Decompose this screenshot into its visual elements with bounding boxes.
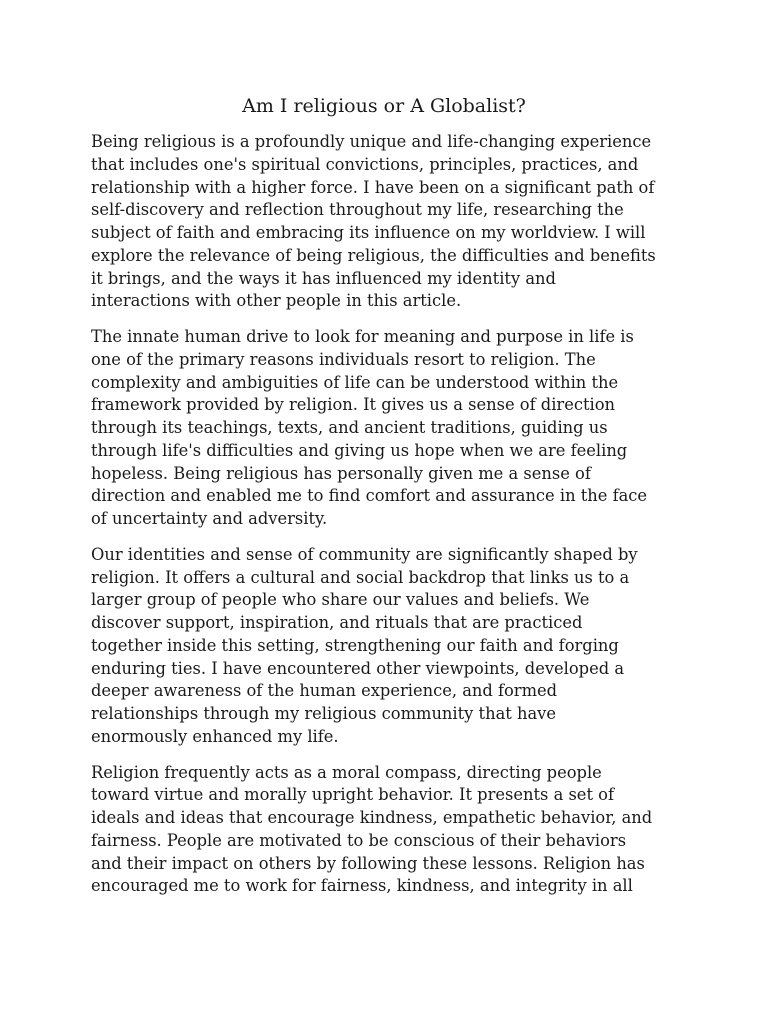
text-line: relationship with a higher force. I have been on a significant path of xyxy=(91,177,655,197)
text-line: The innate human drive to look for meaning and purpose in life is xyxy=(91,327,634,346)
text-line: through its teachings, texts, and ancient traditions, guiding us xyxy=(91,418,608,437)
paragraph-1 xyxy=(91,131,681,313)
text-line: discover support, inspiration, and rituals that are practiced xyxy=(91,613,583,632)
paragraph-4 xyxy=(91,762,681,899)
text-line: framework provided by religion. It gives us a sense of direction xyxy=(91,395,616,415)
text-line: of uncertainty and adversity. xyxy=(91,509,328,528)
text-line: it brings, and the ways it has influenced my identity and xyxy=(91,268,556,288)
text-line: relationships through my religious community that have xyxy=(91,704,557,723)
text-line: hopeless. Being religious has personally given me a sense of xyxy=(91,463,591,483)
text-line: larger group of people who share our values and beliefs. We xyxy=(91,590,590,610)
text-line: toward virtue and morally upright behavior. It presents a set of xyxy=(91,785,614,805)
text-line: that includes one's spiritual convictions, principles, practices, and xyxy=(91,154,639,174)
text-line: deeper awareness of the human experience, and formed xyxy=(91,681,558,701)
text-line: together inside this setting, strengthening our faith and forging xyxy=(91,635,619,655)
text-line: interactions with other people in this article. xyxy=(91,291,462,311)
text-line: Being religious is a profoundly unique and life-changing experience xyxy=(91,132,652,151)
text-line: ideals and ideas that encourage kindness, empathetic behavior, and xyxy=(91,808,653,827)
text-line: complexity and ambiguities of life can be understood within the xyxy=(91,372,619,392)
text-line: through life's difficulties and giving us hope when we are feeling xyxy=(91,440,628,460)
text-line: subject of faith and embracing its influence on my worldview. I will xyxy=(91,223,646,242)
text-line: explore the relevance of being religious, the difficulties and benefits xyxy=(91,245,656,265)
paragraph-2 xyxy=(91,326,681,531)
text-line: one of the primary reasons individuals resort to religion. The xyxy=(91,349,596,369)
paragraph-3 xyxy=(91,544,681,749)
document-title: Am I religious or A Globalist? xyxy=(242,95,526,117)
text-line: enduring ties. I have encountered other viewpoints, developed a xyxy=(91,658,625,678)
text-line: Religion frequently acts as a moral compass, directing people xyxy=(91,762,602,782)
text-line: fairness. People are motivated to be conscious of their behaviors xyxy=(91,830,627,850)
text-line: and their impact on others by following these lessons. Religion has xyxy=(91,853,645,873)
text-line: encouraged me to work for fairness, kindness, and integrity in all xyxy=(91,876,633,896)
text-line: direction and enabled me to find comfort and assurance in the face xyxy=(91,486,648,506)
document-body xyxy=(91,131,681,911)
text-line: self-discovery and reflection throughout my life, researching the xyxy=(91,200,624,220)
text-line: Our identities and sense of community are significantly shaped by xyxy=(91,544,638,564)
text-line: religion. It offers a cultural and social backdrop that links us to a xyxy=(91,567,630,587)
text-line: enormously enhanced my life. xyxy=(91,726,339,746)
